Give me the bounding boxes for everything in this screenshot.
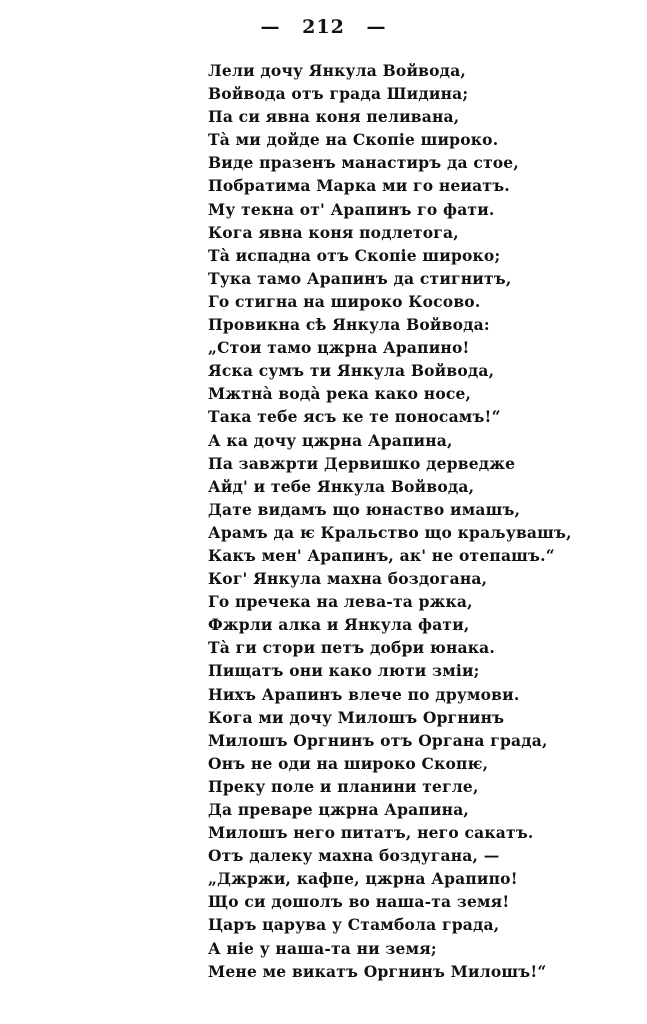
poem-line: Царъ царува у Стамбола града, xyxy=(208,915,500,935)
header-dash-left: — xyxy=(260,16,281,38)
poem-line: Айд' и тебе Янкула Войвода, xyxy=(208,476,475,496)
poem-line: Пищатъ они како люти змiи; xyxy=(208,661,480,681)
poem-line: Фжрли алка и Янкула фати, xyxy=(208,615,470,635)
poem-line: Милошъ Оргнинъ отъ Органа града, xyxy=(208,730,548,750)
poem-line: Па завжрти Дервишко дерведже xyxy=(208,453,516,473)
poem-line: Ког' Янкула махна боздогана, xyxy=(208,569,488,589)
poem-line: Войвода отъ града Шидина; xyxy=(208,84,469,104)
page-number: 212 xyxy=(302,16,345,38)
poem-line: Тà ми дойде на Скопіе широко. xyxy=(208,130,499,150)
poem-line: Какъ мен' Арапинъ, ак' не отепашъ.“ xyxy=(208,545,555,565)
poem-line: Тà испадна отъ Скопіе широко; xyxy=(208,245,501,265)
poem-line: Мене ме викатъ Оргнинъ Милошъ!“ xyxy=(208,961,547,981)
poem-line: Па си явна коня пеливана, xyxy=(208,107,460,127)
poem-line: Яска сумъ ти Янкула Войвода, xyxy=(208,361,495,381)
poem-line: Тà ги стори петъ добри юнака. xyxy=(208,638,496,658)
page-header xyxy=(0,16,647,38)
poem-line: Лели дочу Янкула Войвода, xyxy=(208,61,467,80)
poem-line: Отъ далеку махна боздугана, — xyxy=(208,846,500,866)
poem-line: Нихъ Арапинъ влече по друмови. xyxy=(208,684,520,704)
poem-line: Кога явна коня подлетога, xyxy=(208,222,459,242)
poem-line: Виде празенъ манастиръ да стое, xyxy=(208,153,519,173)
poem-line: Тука тамо Арапинъ да стигнитъ, xyxy=(208,268,512,288)
poem-line: Арамъ да ѥ Кральство що краљувашъ, xyxy=(208,522,572,542)
poem-line: А ка дочу цжрна Арапина, xyxy=(208,430,453,450)
poem-line: Милошъ него питатъ, него сакатъ. xyxy=(208,823,534,843)
poem-line: Преку поле и планини тегле, xyxy=(208,776,479,796)
poem-line: Така тебе ясъ ке те поносамъ!“ xyxy=(208,407,501,427)
poem-line: Онъ не оди на широко Скопѥ, xyxy=(208,753,489,773)
poem-line: Го стигна на широко Косово. xyxy=(208,291,481,311)
poem-line: „Стои тамо цжрна Арапино! xyxy=(208,338,470,358)
poem-line: Побратима Марка ми го неиатъ. xyxy=(208,176,510,196)
poem-line: Да преваре цжрна Арапина, xyxy=(208,800,470,819)
poem-line: „Джржи, кафпе, цжрна Арапипо! xyxy=(208,869,518,889)
header-dash-right: — xyxy=(366,16,387,38)
poem-text xyxy=(208,59,628,983)
poem-line: Дате видамъ що юнаство имашъ, xyxy=(208,499,521,519)
poem-line: Му текна от' Арапинъ го фати. xyxy=(208,199,495,219)
poem-line: Мжтнà водà река како носе, xyxy=(208,384,472,404)
poem-line: Провикна сѣ Янкула Войвода: xyxy=(208,315,490,335)
poem-line: Що си дошолъ во наша-та земя! xyxy=(208,892,510,912)
poem-line: А ніе у наша-та ни земя; xyxy=(208,938,437,958)
poem-line: Го пречека на лева-та ржка, xyxy=(208,592,473,612)
poem-line: Кога ми дочу Милошъ Оргнинъ xyxy=(208,707,505,727)
